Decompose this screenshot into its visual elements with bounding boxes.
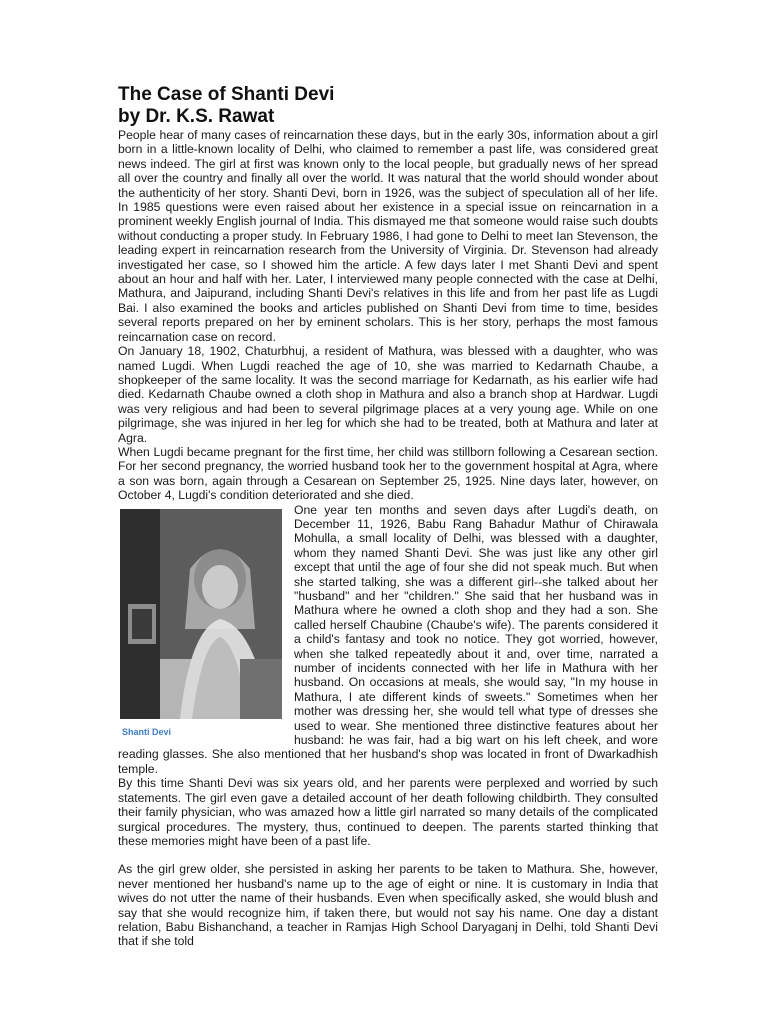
paragraph-lugdi-death: When Lugdi became pregnant for the first time, her child was stillborn following a Cesarean section. For her second pregnancy, the worried husband took her to the government hospital at Agra, where a son was born, again through a Cesarean on September 25, 1925. Nine days later, however, on October 4, Lugdi's condition deteriorated and she died. xyxy=(118,444,658,503)
paragraph-lugdi-birth: On January 18, 1902, Chaturbhuj, a resident of Mathura, was blessed with a daughter, who was named Lugdi. When Lugdi reached the age of 10, she was married to Kedarnath Chaube, a shopkeeper of the same locality. It was the second marriage for Kedarnath, as his earlier wife had died. Kedarnath Chaube owned a cloth shop in Mathura and also a branch shop at Hardwar. Lugdi was very religious and had been to several pilgrimage places at a very young age. While on one pilgrimage, she was injured in her leg for which she had to be treated, both at Mathura and later at Agra. xyxy=(118,344,658,445)
photo-figure xyxy=(120,509,286,737)
paragraph-perplexed-parents: By this time Shanti Devi was six years old, and her parents were perplexed and worried by such statements. The girl even gave a detailed account of her death following childbirth. They consulted their family physician, who was amazed how a little girl narrated so many details of the complicated surgical procedures. The mystery, thus, continued to deepen. The parents started thinking that these memories might have been of a past life. xyxy=(118,776,658,848)
title-line-1: The Case of Shanti Devi xyxy=(118,84,335,105)
title-line-2-author: by Dr. K.S. Rawat xyxy=(118,106,275,127)
paragraph-mathura-request: As the girl grew older, she persisted in asking her parents to be taken to Mathura. She, however, never mentioned her husband's name up to the age of eight or nine. It is customary in India that wives do not utter the name of their husbands. Even when specifically asked, she would blush and say that she would recognize him, if taken there, but would not say his name. One day a distant relation, Babu Bishanchand, a teacher in Ramjas High School Daryaganj in Delhi, told Shanti Devi that if she told xyxy=(118,862,658,949)
photo-caption: Shanti Devi xyxy=(122,726,172,737)
paragraph-spacer xyxy=(118,848,658,862)
shanti-devi-photo xyxy=(120,509,282,719)
portrait-illustration xyxy=(120,509,282,719)
article-title xyxy=(118,84,658,128)
paragraph-intro: People hear of many cases of reincarnation these days, but in the early 30s, information about a girl born in a little-known locality of Delhi, who claimed to remember a past life, was considered great news indeed. The girl at first was known only to the local people, but gradually news of her spread all over the country and finally all over the world. It was natural that the world should wonder about the authenticity of her story. Shanti Devi, born in 1926, was the subject of speculation all of her life. In 1985 questions were even raised about her existence in a special issue on reincarnation in a prominent weekly English journal of India. This dismayed me that someone would raise such doubts without conducting a proper study. In February 1986, I had gone to Delhi to meet Ian Stevenson, the leading expert in reincarnation research from the University of Virginia. Dr. Stevenson had already investigated her case, so I showed him the article. A few days later I met Shanti Devi and spent about an hour and half with her. Later, I interviewed many people connected with the case at Delhi, Mathura, and Jaipurand, including Shanti Devi's relatives in this life and from her past life as Lugdi Bai. I also examined the books and articles published on Shanti Devi from time to time, besides several reports prepared on her by eminent scholars. This is her story, perhaps the most famous reincarnation case on record. xyxy=(118,128,658,344)
paragraph-shanti-birth: One year ten months and seven days after Lugdi's death, on December 11, 1926, Babu Rang Bahadur Mathur of Chirawala Mohulla, a small locality of Delhi, was blessed with a daughter, whom they named Shanti Devi. She was just like any other girl except that until the age of four she did not speak much. But when she started talking, she was a different girl--she talked about her "husband" and her "children." She said that her husband was in Mathura where he owned a cloth shop and they had a son. She called herself Chaubine (Chaube's wife). The parents considered it a child's fantasy and took no notice. They got worried, however, when she talked repeatedly about it and, over time, narrated a number of incidents connected with her life in Mathura with her husband. On occasions at meals, she would say, "In my house in Mathura, I ate different kinds of sweets." Sometimes when her mother was dressing her, she would tell what type of dresses she used to wear. She mentioned three distinctive features about her husband: he was fair, had a big wart on his left cheek, and wore reading glasses. She also mentioned that her husband's shop was located in front of Dwarkadhish temple. xyxy=(118,502,658,776)
